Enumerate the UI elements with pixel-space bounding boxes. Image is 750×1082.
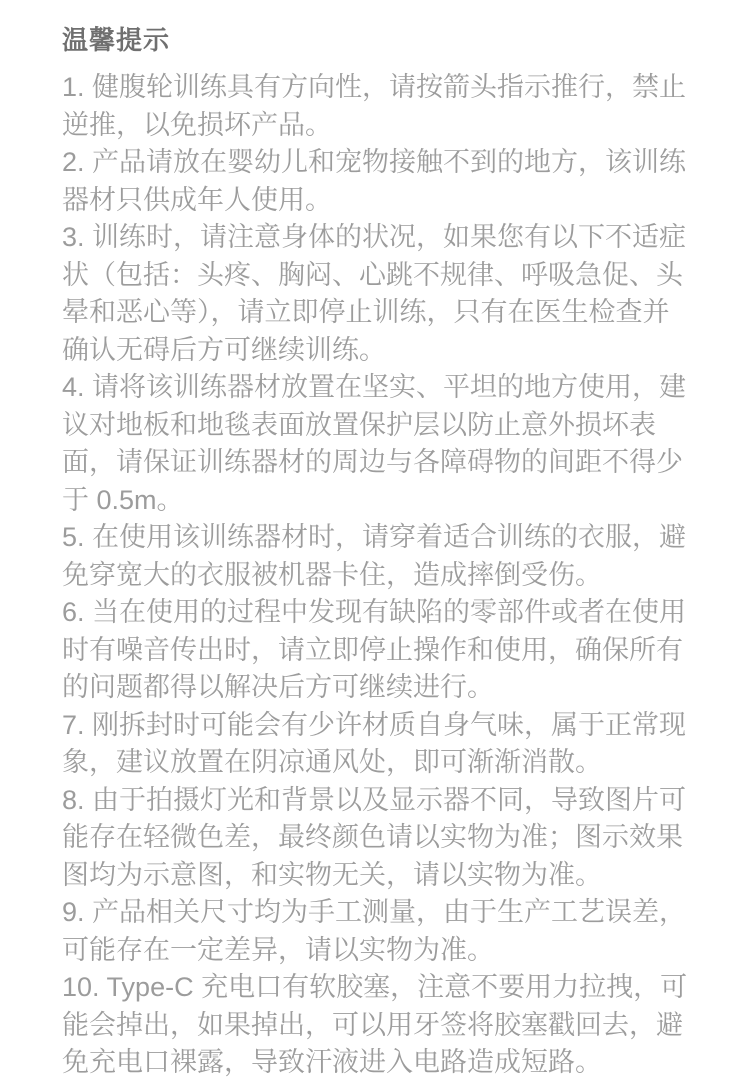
notice-item-5: 5. 在使用该训练器材时，请穿着适合训练的衣服，避免穿宽大的衣服被机器卡住，造成摔倒受伤。 — [62, 522, 687, 590]
notice-item-2: 2. 产品请放在婴幼儿和宠物接触不到的地方，该训练器材只供成年人使用。 — [62, 147, 687, 215]
page-title: 温馨提示 — [62, 25, 171, 55]
notice-list — [62, 69, 694, 1082]
notice-item-6: 6. 当在使用的过程中发现有缺陷的零部件或者在使用时有噪音传出时，请立即停止操作和使用，确保所有的问题都得以解决后方可继续进行。 — [62, 597, 687, 702]
notice-item-3: 3. 训练时，请注意身体的状况，如果您有以下不适症状（包括：头疼、胸闷、心跳不规律、呼吸急促、头晕和恶心等），请立即停止训练，只有在医生检查并确认无碍后方可继续训练。 — [62, 222, 687, 365]
notice-item-1: 1. 健腹轮训练具有方向性，请按箭头指示推行，禁止逆推，以免损坏产品。 — [62, 72, 687, 140]
notice-item-9: 9. 产品相关尺寸均为手工测量，由于生产工艺误差，可能存在一定差异，请以实物为准。 — [62, 897, 687, 965]
notice-item-10: 10. Type-C 充电口有软胶塞，注意不要用力拉拽，可能会掉出，如果掉出，可以用牙签将胶塞戳回去，避免充电口裸露，导致汗液进入电路造成短路。 — [62, 972, 688, 1077]
notice-item-7: 7. 刚拆封时可能会有少许材质自身气味，属于正常现象，建议放置在阴凉通风处，即可渐渐消散。 — [62, 709, 687, 777]
notice-item-8: 8. 由于拍摄灯光和背景以及显示器不同，导致图片可能存在轻微色差，最终颜色请以实物为准；图示效果图均为示意图，和实物无关，请以实物为准。 — [62, 784, 687, 890]
notice-item-4: 4. 请将该训练器材放置在坚实、平坦的地方使用，建议对地板和地毯表面放置保护层以防止意外损坏表面，请保证训练器材的周边与各障碍物的间距不得少于 0.5m。 — [62, 372, 687, 515]
